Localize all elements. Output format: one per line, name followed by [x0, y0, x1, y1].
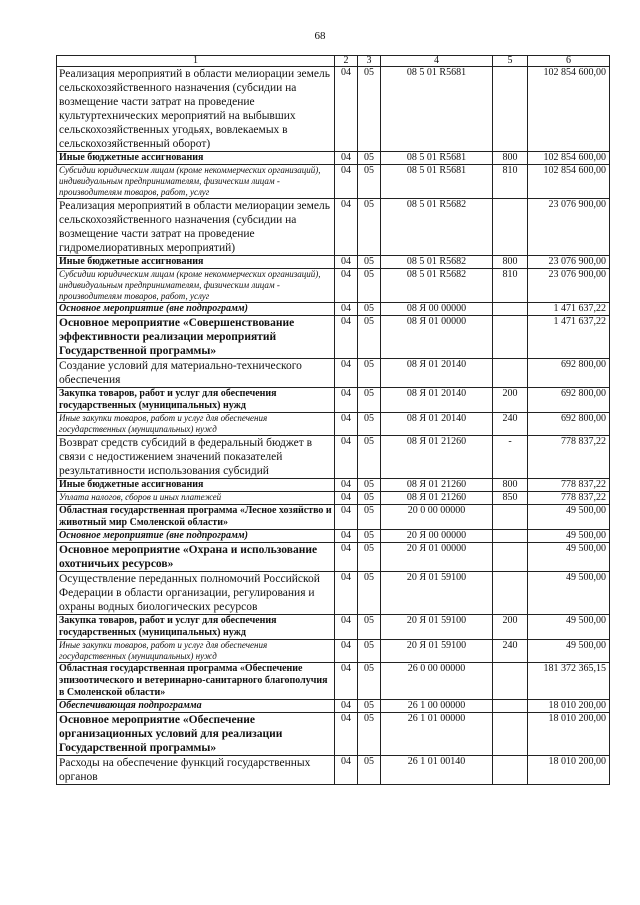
section-code-cell: 04 — [335, 165, 358, 199]
target-article-cell: 20 Я 01 59100 — [381, 640, 493, 663]
row-name-cell: Иные бюджетные ассигнования — [57, 256, 335, 269]
table-header-row — [57, 56, 610, 67]
expense-type-cell: 200 — [493, 388, 528, 413]
subsection-code-cell: 05 — [358, 640, 381, 663]
column-header: 3 — [358, 56, 381, 67]
expense-type-cell: 850 — [493, 492, 528, 505]
amount-cell: 692 800,00 — [528, 359, 610, 388]
row-name-cell: Субсидии юридическим лицам (кроме некоммерческих организаций), индивидуальным предпринимателям, физическим лицам - производителям товаров, работ, услуг — [57, 269, 335, 303]
table-row — [57, 615, 610, 640]
target-article-cell: 26 1 00 00000 — [381, 700, 493, 713]
subsection-code-cell: 05 — [358, 165, 381, 199]
amount-cell: 778 837,22 — [528, 436, 610, 479]
row-name-cell: Уплата налогов, сборов и иных платежей — [57, 492, 335, 505]
amount-cell: 23 076 900,00 — [528, 199, 610, 256]
section-code-cell: 04 — [335, 152, 358, 165]
section-code-cell: 04 — [335, 615, 358, 640]
expense-type-cell: 810 — [493, 165, 528, 199]
amount-cell: 18 010 200,00 — [528, 713, 610, 756]
section-code-cell: 04 — [335, 316, 358, 359]
expense-type-cell — [493, 713, 528, 756]
amount-cell: 23 076 900,00 — [528, 256, 610, 269]
section-code-cell: 04 — [335, 436, 358, 479]
amount-cell: 1 471 637,22 — [528, 316, 610, 359]
section-code-cell: 04 — [335, 479, 358, 492]
amount-cell: 692 800,00 — [528, 413, 610, 436]
table-row — [57, 199, 610, 256]
section-code-cell: 04 — [335, 199, 358, 256]
table-row — [57, 492, 610, 505]
expense-type-cell: 800 — [493, 152, 528, 165]
subsection-code-cell: 05 — [358, 492, 381, 505]
subsection-code-cell: 05 — [358, 269, 381, 303]
table-row — [57, 543, 610, 572]
amount-cell: 18 010 200,00 — [528, 700, 610, 713]
amount-cell: 692 800,00 — [528, 388, 610, 413]
table-row — [57, 436, 610, 479]
section-code-cell: 04 — [335, 359, 358, 388]
section-code-cell: 04 — [335, 269, 358, 303]
amount-cell: 778 837,22 — [528, 492, 610, 505]
expense-type-cell — [493, 543, 528, 572]
row-name-cell: Областная государственная программа «Обеспечение эпизоотического и ветеринарно-санитарного благополучия в Смоленской области» — [57, 663, 335, 700]
table-row — [57, 572, 610, 615]
target-article-cell: 26 1 01 00140 — [381, 756, 493, 785]
amount-cell: 102 854 600,00 — [528, 165, 610, 199]
target-article-cell: 20 Я 00 00000 — [381, 530, 493, 543]
expense-type-cell — [493, 530, 528, 543]
row-name-cell: Основное мероприятие «Совершенствование эффективности реализации мероприятий Государственной программы» — [57, 316, 335, 359]
row-name-cell: Основное мероприятие (вне подпрограмм) — [57, 303, 335, 316]
target-article-cell: 08 5 01 R5682 — [381, 269, 493, 303]
expense-type-cell — [493, 303, 528, 316]
subsection-code-cell: 05 — [358, 530, 381, 543]
section-code-cell: 04 — [335, 67, 358, 152]
row-name-cell: Обеспечивающая подпрограмма — [57, 700, 335, 713]
target-article-cell: 08 5 01 R5681 — [381, 165, 493, 199]
subsection-code-cell: 05 — [358, 700, 381, 713]
subsection-code-cell: 05 — [358, 359, 381, 388]
amount-cell: 102 854 600,00 — [528, 152, 610, 165]
table-row — [57, 165, 610, 199]
subsection-code-cell: 05 — [358, 572, 381, 615]
target-article-cell: 26 1 01 00000 — [381, 713, 493, 756]
row-name-cell: Иные закупки товаров, работ и услуг для обеспечения государственных (муниципальных) нужд — [57, 413, 335, 436]
expense-type-cell: 240 — [493, 640, 528, 663]
expense-type-cell: 800 — [493, 479, 528, 492]
table-row — [57, 756, 610, 785]
subsection-code-cell: 05 — [358, 413, 381, 436]
subsection-code-cell: 05 — [358, 436, 381, 479]
target-article-cell: 08 Я 01 00000 — [381, 316, 493, 359]
expense-type-cell — [493, 572, 528, 615]
expense-type-cell: 810 — [493, 269, 528, 303]
amount-cell: 23 076 900,00 — [528, 269, 610, 303]
section-code-cell: 04 — [335, 505, 358, 530]
budget-table — [56, 55, 610, 785]
row-name-cell: Основное мероприятие «Охрана и использование охотничьих ресурсов» — [57, 543, 335, 572]
column-header: 5 — [493, 56, 528, 67]
expense-type-cell — [493, 756, 528, 785]
amount-cell: 49 500,00 — [528, 640, 610, 663]
target-article-cell: 20 0 00 00000 — [381, 505, 493, 530]
target-article-cell: 08 Я 01 20140 — [381, 359, 493, 388]
table-row — [57, 359, 610, 388]
expense-type-cell — [493, 663, 528, 700]
subsection-code-cell: 05 — [358, 199, 381, 256]
table-row — [57, 256, 610, 269]
section-code-cell: 04 — [335, 572, 358, 615]
table-row — [57, 413, 610, 436]
target-article-cell: 08 Я 01 21260 — [381, 479, 493, 492]
target-article-cell: 08 Я 01 21260 — [381, 492, 493, 505]
table-row — [57, 713, 610, 756]
subsection-code-cell: 05 — [358, 615, 381, 640]
section-code-cell: 04 — [335, 663, 358, 700]
table-row — [57, 303, 610, 316]
row-name-cell: Закупка товаров, работ и услуг для обеспечения государственных (муниципальных) нужд — [57, 388, 335, 413]
section-code-cell: 04 — [335, 413, 358, 436]
section-code-cell: 04 — [335, 640, 358, 663]
section-code-cell: 04 — [335, 756, 358, 785]
amount-cell: 18 010 200,00 — [528, 756, 610, 785]
target-article-cell: 08 Я 00 00000 — [381, 303, 493, 316]
subsection-code-cell: 05 — [358, 316, 381, 359]
table-row — [57, 269, 610, 303]
target-article-cell: 20 Я 01 00000 — [381, 543, 493, 572]
row-name-cell: Возврат средств субсидий в федеральный бюджет в связи с недостижением значений показателей результативности использования субсидий — [57, 436, 335, 479]
row-name-cell: Основное мероприятие «Обеспечение организационных условий для реализации Государственной программы» — [57, 713, 335, 756]
expense-type-cell — [493, 199, 528, 256]
amount-cell: 1 471 637,22 — [528, 303, 610, 316]
target-article-cell: 08 5 01 R5682 — [381, 199, 493, 256]
section-code-cell: 04 — [335, 256, 358, 269]
row-name-cell: Реализация мероприятий в области мелиорации земель сельскохозяйственного назначения (субсидии на возмещение части затрат на проведение культуртехнических мероприятий на выбывших сельскохозяйственных угодьях, вовлекаемых в сельскохозяйственный оборот) — [57, 67, 335, 152]
subsection-code-cell: 05 — [358, 303, 381, 316]
expense-type-cell — [493, 359, 528, 388]
subsection-code-cell: 05 — [358, 713, 381, 756]
amount-cell: 49 500,00 — [528, 615, 610, 640]
amount-cell: 49 500,00 — [528, 572, 610, 615]
page-number: 68 — [314, 30, 326, 42]
target-article-cell: 26 0 00 00000 — [381, 663, 493, 700]
section-code-cell: 04 — [335, 713, 358, 756]
subsection-code-cell: 05 — [358, 663, 381, 700]
subsection-code-cell: 05 — [358, 152, 381, 165]
table-row — [57, 530, 610, 543]
expense-type-cell — [493, 700, 528, 713]
column-header: 4 — [381, 56, 493, 67]
row-name-cell: Осуществление переданных полномочий Российской Федерации в области организации, регулирования и охраны водных биологических ресурсов — [57, 572, 335, 615]
row-name-cell: Создание условий для материально-технического обеспечения — [57, 359, 335, 388]
section-code-cell: 04 — [335, 388, 358, 413]
section-code-cell: 04 — [335, 700, 358, 713]
row-name-cell: Основное мероприятие (вне подпрограмм) — [57, 530, 335, 543]
row-name-cell: Субсидии юридическим лицам (кроме некоммерческих организаций), индивидуальным предпринимателям, физическим лицам - производителям товаров, работ, услуг — [57, 165, 335, 199]
section-code-cell: 04 — [335, 530, 358, 543]
amount-cell: 49 500,00 — [528, 543, 610, 572]
table-row — [57, 152, 610, 165]
target-article-cell: 08 5 01 R5682 — [381, 256, 493, 269]
subsection-code-cell: 05 — [358, 479, 381, 492]
row-name-cell: Реализация мероприятий в области мелиорации земель сельскохозяйственного назначения (субсидии на возмещение части затрат на проведение гидромелиоративных мероприятий) — [57, 199, 335, 256]
target-article-cell: 20 Я 01 59100 — [381, 615, 493, 640]
subsection-code-cell: 05 — [358, 388, 381, 413]
subsection-code-cell: 05 — [358, 505, 381, 530]
table-row — [57, 479, 610, 492]
section-code-cell: 04 — [335, 492, 358, 505]
expense-type-cell — [493, 316, 528, 359]
amount-cell: 49 500,00 — [528, 530, 610, 543]
target-article-cell: 20 Я 01 59100 — [381, 572, 493, 615]
table-row — [57, 67, 610, 152]
target-article-cell: 08 5 01 R5681 — [381, 67, 493, 152]
section-code-cell: 04 — [335, 303, 358, 316]
table-row — [57, 640, 610, 663]
row-name-cell: Областная государственная программа «Лесное хозяйство и животный мир Смоленской области» — [57, 505, 335, 530]
row-name-cell: Иные бюджетные ассигнования — [57, 479, 335, 492]
subsection-code-cell: 05 — [358, 256, 381, 269]
table-row — [57, 316, 610, 359]
column-header: 2 — [335, 56, 358, 67]
row-name-cell: Иные бюджетные ассигнования — [57, 152, 335, 165]
table-row — [57, 388, 610, 413]
expense-type-cell: 200 — [493, 615, 528, 640]
target-article-cell: 08 Я 01 20140 — [381, 388, 493, 413]
target-article-cell: 08 5 01 R5681 — [381, 152, 493, 165]
table-row — [57, 505, 610, 530]
column-header: 1 — [57, 56, 335, 67]
subsection-code-cell: 05 — [358, 756, 381, 785]
amount-cell: 102 854 600,00 — [528, 67, 610, 152]
column-header: 6 — [528, 56, 610, 67]
table-row — [57, 663, 610, 700]
subsection-code-cell: 05 — [358, 67, 381, 152]
expense-type-cell: 240 — [493, 413, 528, 436]
amount-cell: 181 372 365,15 — [528, 663, 610, 700]
amount-cell: 49 500,00 — [528, 505, 610, 530]
subsection-code-cell: 05 — [358, 543, 381, 572]
expense-type-cell — [493, 67, 528, 152]
expense-type-cell — [493, 505, 528, 530]
target-article-cell: 08 Я 01 20140 — [381, 413, 493, 436]
row-name-cell: Расходы на обеспечение функций государственных органов — [57, 756, 335, 785]
row-name-cell: Иные закупки товаров, работ и услуг для обеспечения государственных (муниципальных) нужд — [57, 640, 335, 663]
amount-cell: 778 837,22 — [528, 479, 610, 492]
section-code-cell: 04 — [335, 543, 358, 572]
expense-type-cell: 800 — [493, 256, 528, 269]
table-row — [57, 700, 610, 713]
row-name-cell: Закупка товаров, работ и услуг для обеспечения государственных (муниципальных) нужд — [57, 615, 335, 640]
target-article-cell: 08 Я 01 21260 — [381, 436, 493, 479]
expense-type-cell: - — [493, 436, 528, 479]
